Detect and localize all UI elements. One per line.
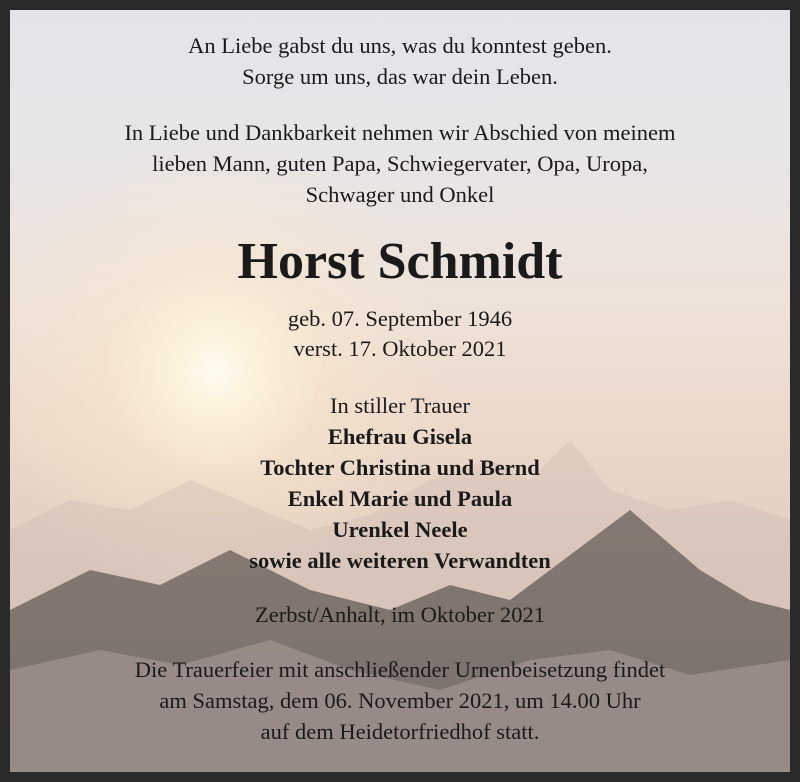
death-date: verst. 17. Oktober 2021 — [293, 336, 507, 361]
place-date: Zerbst/Anhalt, im Oktober 2021 — [255, 602, 545, 627]
deceased-name: Horst Schmidt — [237, 233, 563, 290]
notice-text — [10, 10, 790, 772]
intro-line-1: In Liebe und Dankbarkeit nehmen wir Abschied von meinem — [124, 120, 676, 145]
mourner-4: Urenkel Neele — [332, 517, 468, 542]
mourners-heading: In stiller Trauer — [330, 393, 470, 418]
mourner-5: sowie alle weiteren Verwandten — [249, 548, 551, 573]
funeral-line-2: am Samstag, dem 06. November 2021, um 14.00 Uhr — [159, 688, 641, 713]
mourner-3: Enkel Marie und Paula — [287, 486, 513, 511]
funeral-line-1: Die Trauerfeier mit anschließender Urnenbeisetzung findet — [134, 657, 666, 682]
mourner-1: Ehefrau Gisela — [327, 424, 473, 449]
poem-line-1: An Liebe gabst du uns, was du konntest geben. — [188, 33, 612, 58]
birth-date: geb. 07. September 1946 — [287, 306, 513, 331]
funeral-line-3: auf dem Heidetorfriedhof statt. — [260, 719, 540, 744]
mourner-2: Tochter Christina und Bernd — [260, 455, 540, 480]
poem-line-2: Sorge um uns, das war dein Leben. — [242, 64, 558, 89]
intro-line-3: Schwager und Onkel — [305, 182, 495, 207]
intro-line-2: lieben Mann, guten Papa, Schwiegervater, Opa, Uropa, — [152, 151, 648, 176]
